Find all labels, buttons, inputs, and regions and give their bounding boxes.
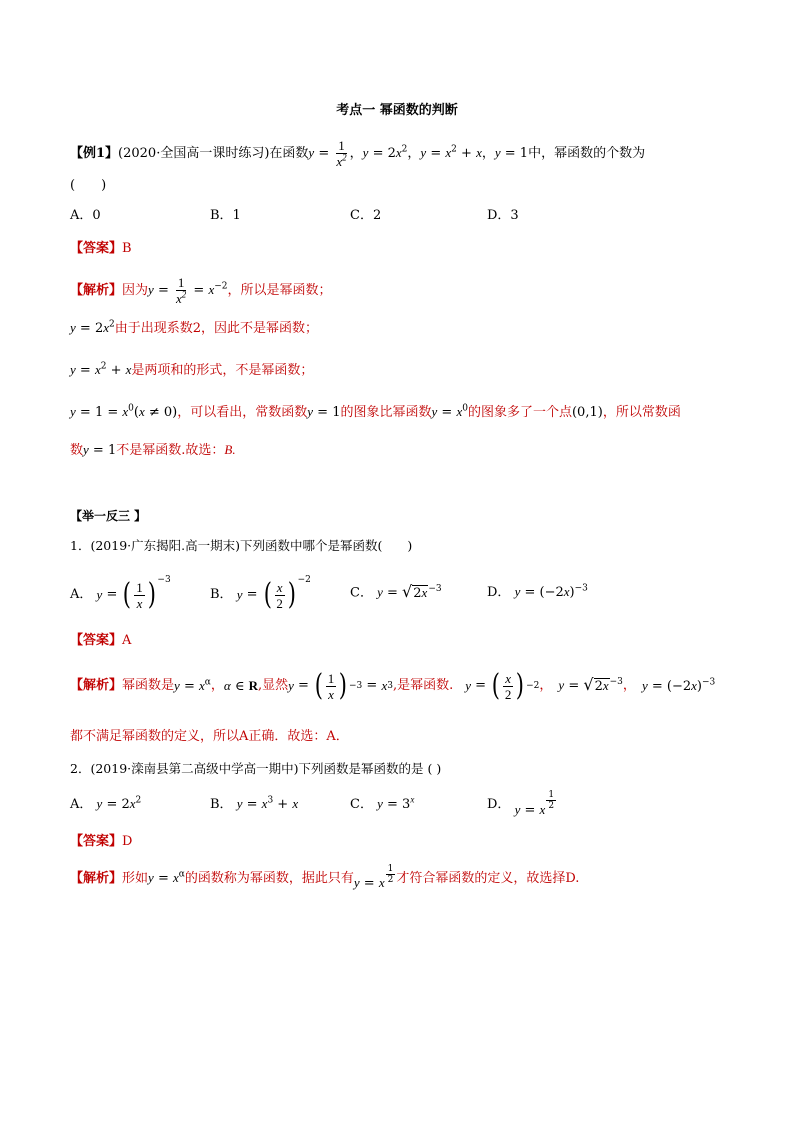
q1-option-a: A． y = ( $\frac{1}{x}$ ) −3: [70, 575, 171, 612]
example-1-analysis-line-4: $y = 1 = x^0(x \ne 0)$，可以看出，常数函数y = 1的图象比幂函数$y = x^0$的图象多了一个点(0,1)，所以常数函: [70, 403, 681, 420]
question-2-answer: 【答案】D: [70, 834, 133, 849]
practice-heading: 【举一反三 】: [70, 509, 147, 523]
example-1-analysis-line-3: $y = x^2 + x$是两项和的形式，不是幂函数；: [70, 361, 314, 378]
question-1-answer: 【答案】A: [70, 633, 132, 648]
question-1-conclusion: 都不满足幂函数的定义，所以A正确．故选：A．: [70, 729, 349, 744]
q2-option-c: C． $y = 3^x$: [350, 794, 415, 812]
question-2-stem: 2．(2019·滦南县第二高级中学高一期中)下列函数是幂函数的是 ( ): [70, 761, 442, 776]
example-1-answer: 【答案】B: [70, 241, 132, 256]
option-b: B．1: [210, 208, 241, 223]
q1-option-c: C． $y = √2x^{-3}$: [350, 582, 442, 601]
example-1-analysis-line-1: 【解析】因为y = $\frac{1}{x^2}$ = $x^{-2}$，所以是幂函数；: [70, 275, 332, 306]
q1-option-b: B． y = ( $\frac{x}{2}$ ) −2: [210, 575, 311, 612]
section-title: 考点一 幂函数的判断: [336, 103, 458, 118]
q2-option-a: A． $y = 2x^2$: [70, 795, 142, 812]
q1-option-d: D． $y = (-2x)^{-3}$: [487, 583, 588, 600]
option-a: A．0: [70, 208, 101, 223]
example-1-analysis-line-5: 数y = 1不是幂函数.故选：B.: [70, 442, 236, 458]
question-2-analysis: 【解析】形如$y = x^\alpha$的函数称为幂函数，据此只有y = x $\frac{1}{2}$ 才符合幂函数的定义，故选择D.: [70, 864, 580, 891]
q2-option-b: B． $y = x^3 + x$: [210, 795, 299, 812]
example-1-paren: ( ): [70, 178, 107, 193]
example-1-stem: 【例1】(2020·全国高一课时练习)在函数y = $\frac{1}{x^2}$ ，$y = 2x^2$，$y = x^2 + x$，y = 1中，幂函数的个数为: [70, 138, 646, 169]
question-1-analysis: 【解析】 幂函数是 $y = x^\alpha$ ， α ∈ R ,显然 y = ( $\frac{1}{x}$ ) −3 = x 3 ,是幂函数. y = ( $\frac{x}{2}$ ) −2 ， $y = √2x^{-3}$ ， $y = (-2x)^{-3}$: [70, 668, 716, 703]
example-1-analysis-line-2: $y = 2x^2$由于出现系数2，因此不是幂函数；: [70, 319, 319, 336]
question-1-stem: 1．(2019·广东揭阳.高一期末)下列函数中哪个是幂函数( ): [70, 538, 413, 553]
option-c: C．2: [350, 208, 382, 223]
option-d: D．3: [487, 208, 519, 223]
q2-option-d: D． y = x $\frac{1}{2}$: [487, 790, 555, 818]
